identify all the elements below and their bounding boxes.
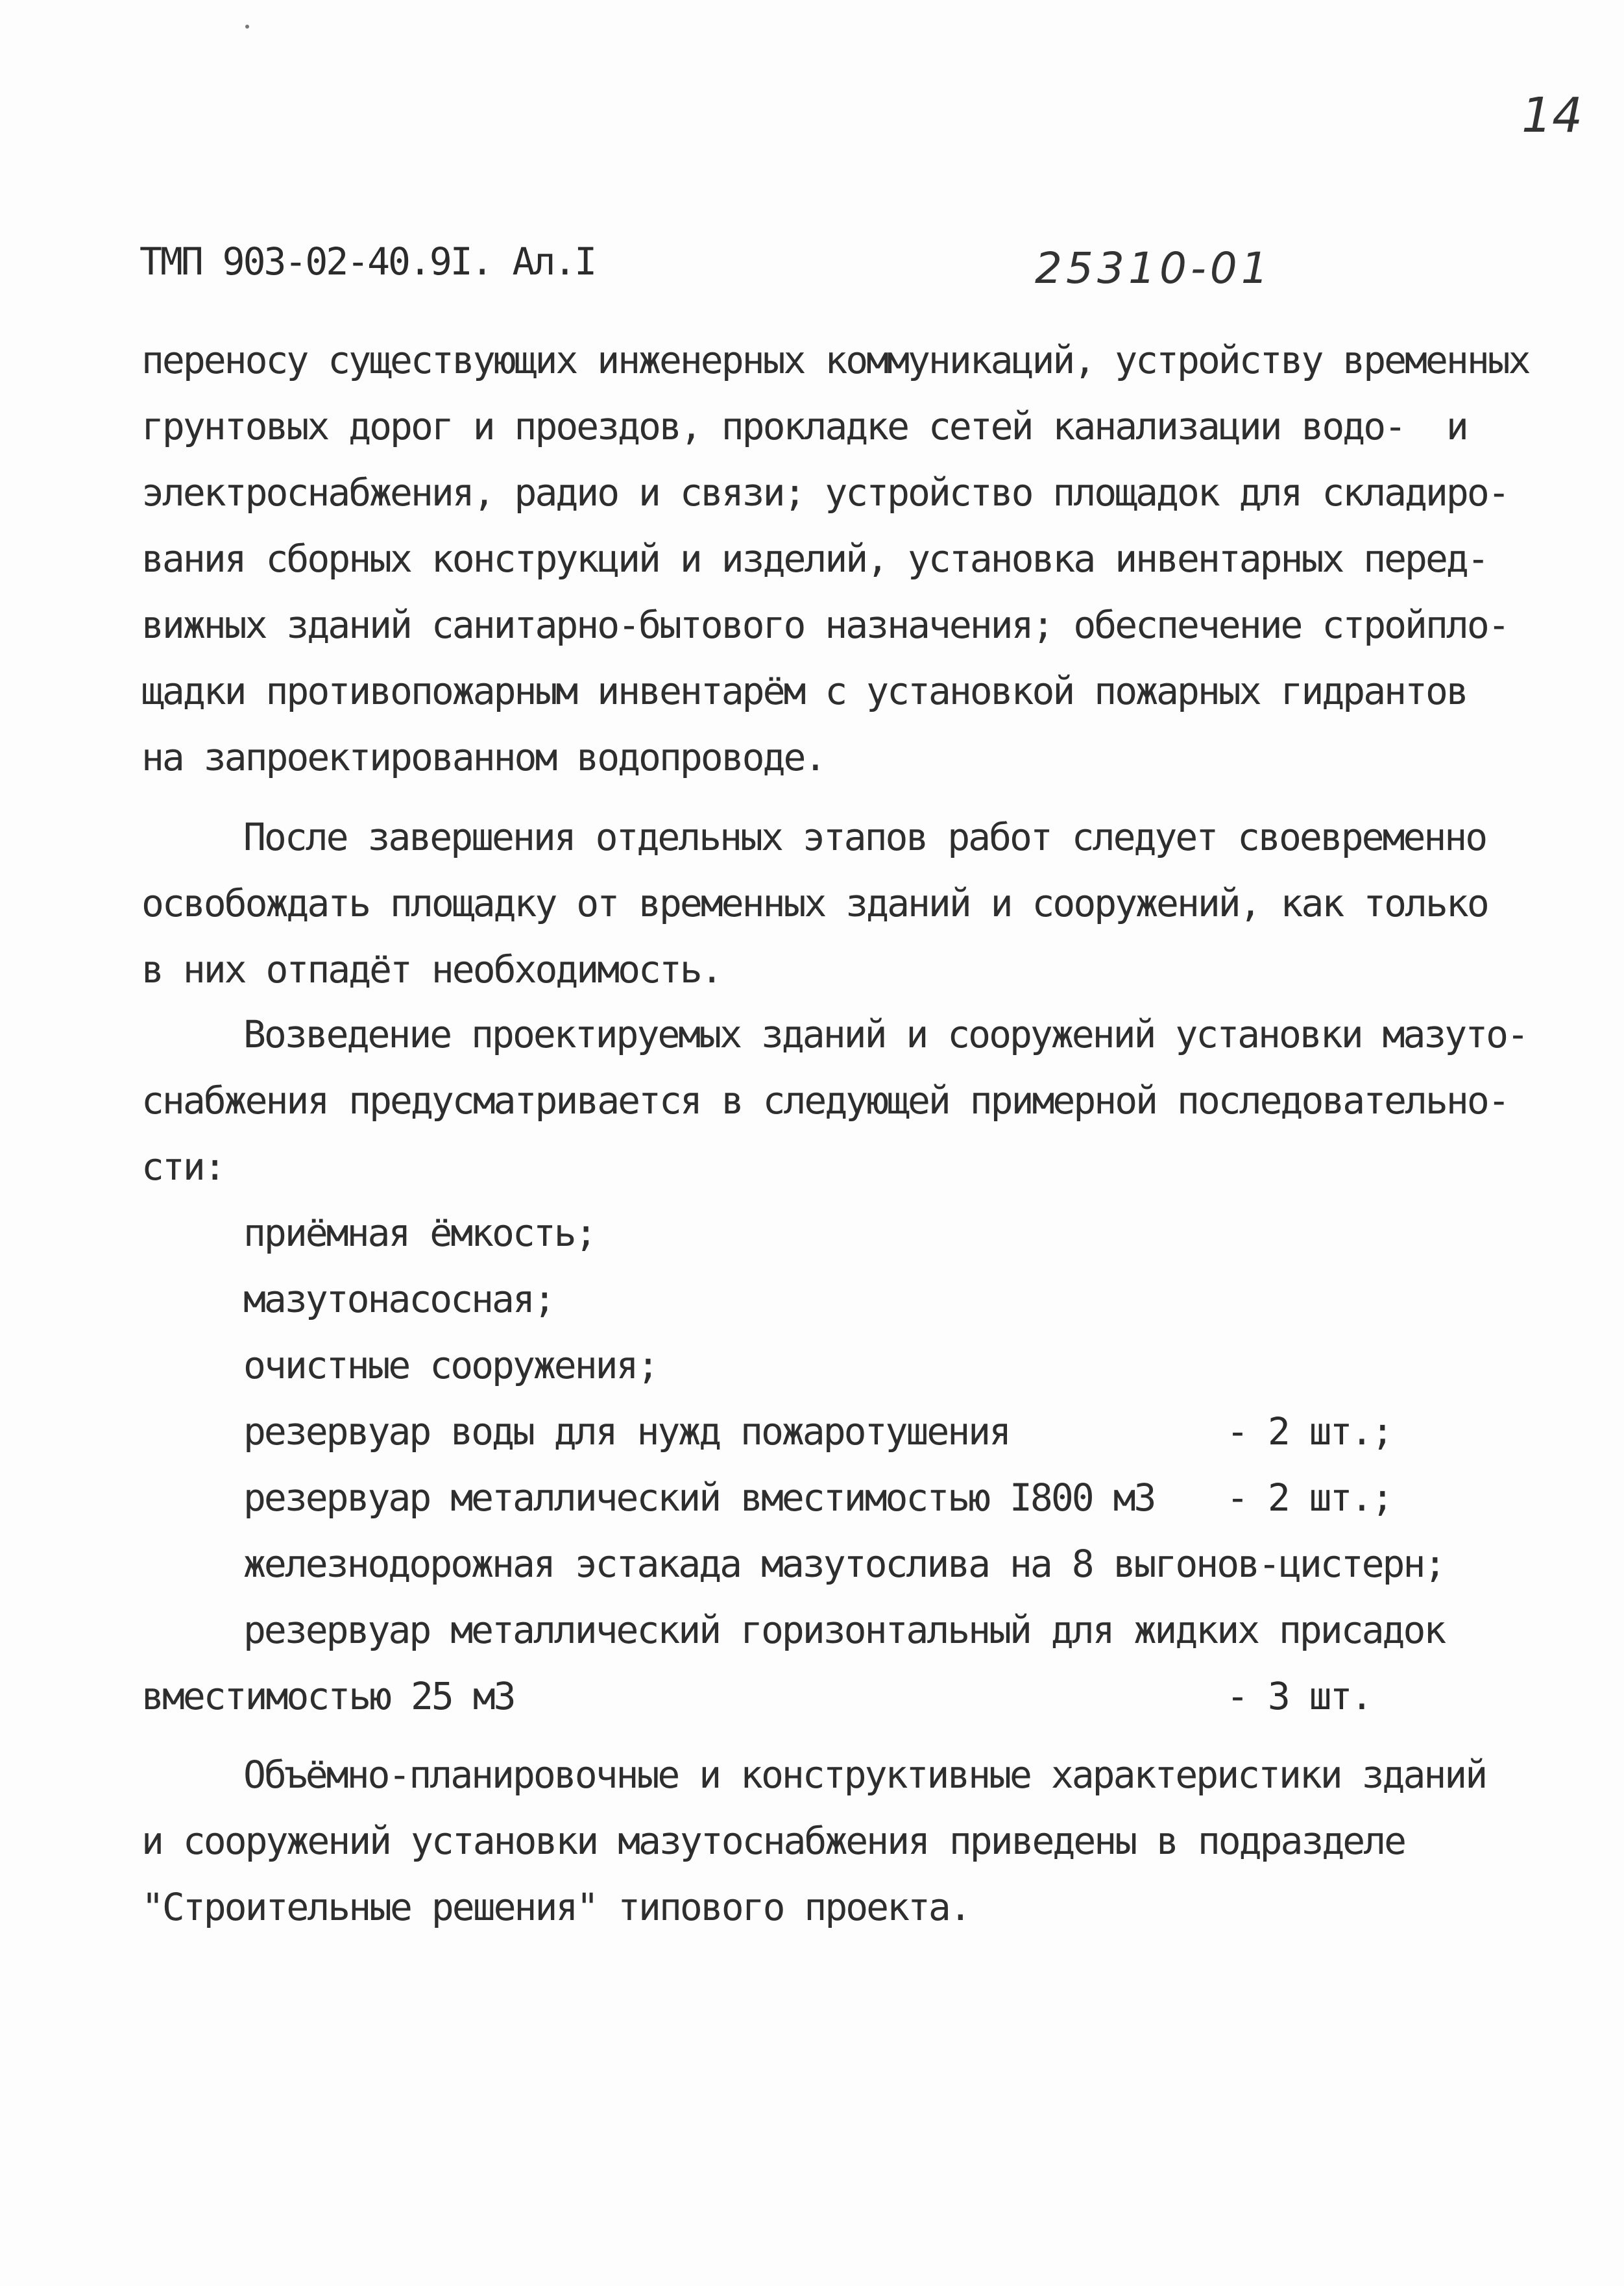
list-item: очистные сооружения; xyxy=(243,1343,658,1387)
list-item-quantity: - 2 шт.; xyxy=(1226,1409,1392,1453)
list-item-quantity: - 3 шт. xyxy=(1226,1674,1372,1718)
paragraph1-line: вижных зданий санитарно-бытового назначения; обеспечение стройпло- xyxy=(141,603,1509,647)
paragraph3-line: снабжения предусматривается в следующей примерной последовательно- xyxy=(141,1078,1509,1123)
document-code: ТМП 903-02-40.9I. Ал.I xyxy=(139,239,596,284)
list-item: приёмная ёмкость; xyxy=(243,1211,596,1255)
list-item: железнодорожная эстакада мазутослива на 8 выгонов-цистерн; xyxy=(243,1542,1445,1586)
scan-speck xyxy=(245,25,249,29)
list-item: мазутонасосная; xyxy=(243,1277,554,1321)
paragraph1-line: грунтовых дорог и проездов, прокладке сетей канализации водо- и xyxy=(141,404,1467,448)
paragraph4-line: "Строительные решения" типового проекта. xyxy=(141,1885,970,1929)
paragraph1-line: вания сборных конструкций и изделий, установка инвентарных перед- xyxy=(141,537,1488,581)
paragraph1-line: электроснабжения, радио и связи; устройство площадок для складиро- xyxy=(141,470,1509,515)
list-item: резервуар металлический вместимостью I800 м3 xyxy=(243,1476,1155,1520)
paragraph4-line: и сооружений установки мазутоснабжения приведены в подразделе xyxy=(141,1819,1405,1863)
paragraph1-line: переносу существующих инженерных коммуникаций, устройству временных xyxy=(141,338,1529,382)
paragraph4-line: Объёмно-планировочные и конструктивные характеристики зданий xyxy=(243,1753,1486,1797)
list-item: резервуар воды для нужд пожаротушения xyxy=(243,1409,1010,1453)
paragraph2-line: После завершения отдельных этапов работ следует своевременно xyxy=(243,815,1486,859)
document-number: 25310-01 xyxy=(1035,243,1272,293)
list-item: резервуар металлический горизонтальный для жидких присадок xyxy=(243,1608,1445,1652)
page-number: 14 xyxy=(1521,88,1583,143)
paragraph2-line: освобождать площадку от временных зданий и сооружений, как только xyxy=(141,881,1488,925)
paragraph1-line: на запроектированном водопроводе. xyxy=(141,735,825,779)
list-item-quantity: - 2 шт.; xyxy=(1226,1476,1392,1520)
paragraph1-line: щадки противопожарным инвентарём с установкой пожарных гидрантов xyxy=(141,669,1467,713)
paragraph3-line: сти: xyxy=(141,1145,224,1189)
list-item: вместимостью 25 м3 xyxy=(141,1674,515,1718)
paragraph3-line: Возведение проектируемых зданий и сооружений установки мазуто- xyxy=(243,1012,1527,1056)
paragraph2-line: в них отпадёт необходимость. xyxy=(141,947,721,991)
